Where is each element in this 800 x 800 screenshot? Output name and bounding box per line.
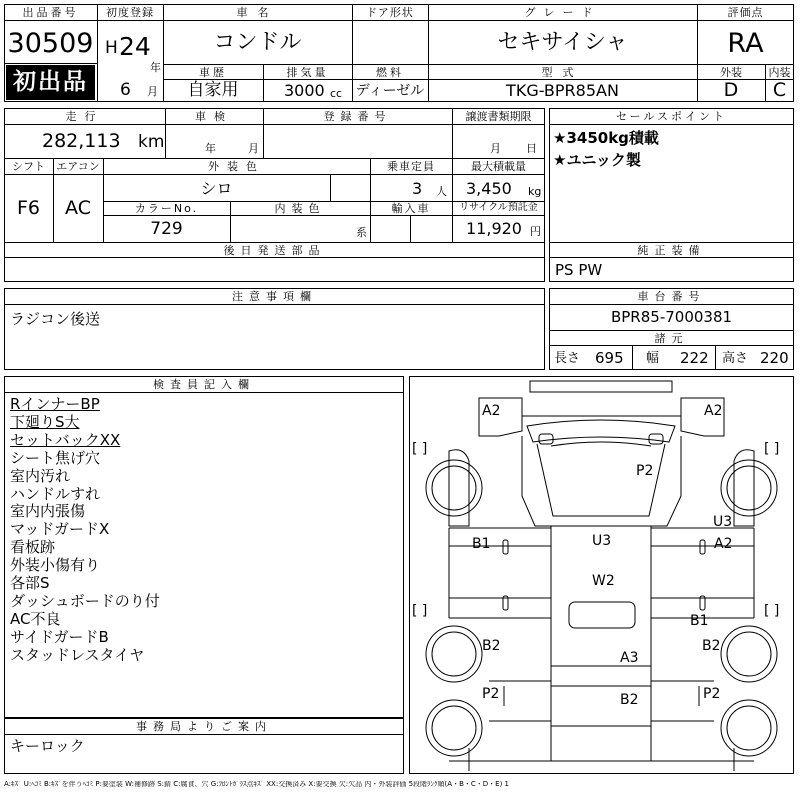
recycle-fee-value: 11,920 — [466, 219, 522, 238]
inspection-year-unit: 年 — [205, 142, 216, 155]
exterior-grade-value: D — [723, 79, 739, 101]
sales-point-1: ★3450kg積載 — [553, 129, 659, 147]
displacement-unit: cc — [330, 87, 343, 100]
mileage-unit: km — [138, 132, 165, 152]
displacement-value: 3000 — [284, 81, 325, 100]
capacity-value: 3 — [412, 179, 423, 198]
capacity-unit: 人 — [436, 185, 447, 198]
damage-front-right: A2 — [704, 403, 723, 419]
import-label: 輸入車 — [391, 202, 431, 215]
sales-points-label: セールスポイント — [615, 110, 727, 123]
damage-right-u3: U3 — [713, 514, 733, 530]
inspector-note-line: ハンドルすれ — [10, 484, 101, 503]
transfer-deadline-label: 譲渡書類期限 — [465, 110, 532, 123]
recycle-fee-unit: 円 — [530, 225, 541, 238]
chassis-label: 車台番号 — [637, 290, 706, 303]
damage-bed: A3 — [620, 650, 639, 666]
damage-bracket-right-2: [ ] — [764, 603, 780, 619]
damage-right-b1: B1 — [690, 613, 709, 629]
score-value: RA — [727, 28, 764, 59]
damage-center-w: W2 — [592, 573, 615, 589]
exterior-color-label: 外装色 — [208, 160, 265, 173]
legend-text: A:ｷｽﾞ U:ﾍｺﾐ B:ｷｽﾞを伴うﾍｺﾐ P:要塗装 W:補修跡 S:錆 C:腐食、穴 G:ﾌﾛﾝﾄｶﾞﾗｽ点ｷｽﾞ XX:交換済み X:要交換 欠:欠品 内・外装評価 5段階ﾗﾝｸ順(A・B・C・D・E) 1 — [4, 781, 509, 788]
inspector-notes-list — [10, 396, 400, 665]
inspector-note-line: セットバックXX — [10, 430, 121, 449]
damage-rear-right-p: P2 — [703, 686, 721, 702]
inspector-note-line: 外装小傷有り — [10, 556, 101, 575]
reg-month: 6 — [120, 80, 131, 100]
inspector-note-line: 看板跡 — [10, 538, 56, 557]
shift-value: F6 — [16, 197, 41, 219]
car-name: コンドル — [213, 30, 302, 55]
inspector-note-line: RインナーBP — [10, 395, 100, 413]
damage-bracket-left-2: [ ] — [412, 603, 428, 619]
notes-value: ラジコン後送 — [10, 310, 101, 328]
max-load-label: 最大積載量 — [471, 160, 526, 173]
damage-front-left: A2 — [482, 403, 501, 419]
damage-roof: U3 — [592, 533, 612, 549]
grade-label: グレード — [524, 6, 601, 19]
reg-month-unit: 月 — [147, 85, 158, 98]
inspection-month-unit: 月 — [248, 142, 259, 155]
notes-label: 注意事項欄 — [232, 290, 317, 303]
inspector-note-line: サイドガードB — [10, 627, 109, 646]
door-label: ドア形状 — [366, 6, 414, 19]
capacity-label: 乗車定員 — [387, 160, 435, 173]
inspector-note-line: 室内汚れ — [10, 466, 71, 485]
inspector-note-line: シート焦げ穴 — [10, 448, 101, 467]
ac-label: エアコン — [56, 160, 100, 173]
damage-rear-left-b: B2 — [482, 638, 501, 654]
fuel-value: ディーゼル — [355, 83, 425, 99]
inspector-note-line: マッドガードX — [10, 520, 110, 539]
damage-left-side: B1 — [472, 536, 491, 552]
lot-number-label: 出品番号 — [22, 6, 79, 19]
model-code-value: TKG-BPR85AN — [506, 81, 619, 100]
mileage-label: 走行 — [65, 110, 104, 123]
model-code-label: 型式 — [541, 66, 584, 79]
car-name-label: 車名 — [236, 6, 279, 19]
width-value: 222 — [680, 349, 709, 367]
damage-cab: P2 — [636, 463, 654, 479]
interior-color-label: 内装色 — [274, 202, 326, 215]
reg-number-label: 登録番号 — [323, 110, 392, 123]
later-parts-label: 後日発送部品 — [223, 244, 326, 257]
history-label: 車歴 — [199, 66, 227, 79]
grade-value: セキサイシャ — [497, 30, 628, 55]
damage-rear-left-p: P2 — [482, 686, 500, 702]
interior-grade-value: C — [772, 79, 787, 101]
inspector-label: 検査員記入欄 — [153, 378, 255, 391]
chassis-value: BPR85-7000381 — [610, 308, 733, 326]
inspector-note-line: 各部S — [10, 574, 50, 593]
office-value: キーロック — [10, 737, 85, 755]
height-label: 高さ — [722, 351, 749, 366]
length-value: 695 — [595, 349, 624, 367]
score-label: 評価点 — [727, 6, 764, 19]
interior-grade-label: 内装 — [768, 66, 791, 79]
first-reg-label: 初度登録 — [106, 6, 154, 19]
reg-year-unit: 年 — [150, 61, 161, 74]
fuel-label: 燃料 — [376, 66, 404, 79]
transfer-day-unit: 日 — [526, 142, 537, 155]
height-value: 220 — [760, 349, 789, 367]
era: H — [105, 38, 118, 58]
office-label: 事務局よりご案内 — [136, 720, 272, 733]
inspection-label: 車検 — [195, 110, 233, 123]
inspector-note-line: 下廻りS大 — [10, 412, 80, 431]
ac-value: AC — [65, 197, 91, 219]
transfer-month-unit: 月 — [490, 142, 501, 155]
displacement-label: 排気量 — [286, 66, 329, 79]
equipment-value: PS PW — [555, 261, 603, 279]
inspector-note-line: スタッドレスタイヤ — [10, 645, 145, 664]
interior-color-suffix: 系 — [356, 226, 367, 239]
max-load-unit: kg — [528, 185, 542, 198]
inspector-note-line: AC不良 — [10, 609, 61, 628]
dims-label: 諸元 — [654, 332, 689, 345]
lot-number: 30509 — [7, 28, 94, 59]
damage-bracket-left-1: [ ] — [412, 441, 428, 457]
exterior-grade-label: 外装 — [720, 66, 742, 79]
damage-bracket-right-1: [ ] — [764, 441, 780, 457]
width-label: 幅 — [646, 351, 660, 366]
mileage-value: 282,113 — [42, 130, 121, 152]
reg-year: 24 — [119, 32, 151, 61]
damage-rear-right-b: B2 — [702, 638, 721, 654]
damage-right-a2: A2 — [714, 536, 733, 552]
exterior-color-value: シロ — [200, 179, 233, 198]
color-no-label: カラーNo. — [134, 202, 199, 215]
damage-tail: B2 — [620, 692, 639, 708]
first-listing-badge: 初出品 — [6, 65, 95, 100]
shift-label: シフト — [12, 160, 45, 173]
color-no-value: 729 — [150, 219, 183, 239]
max-load-value: 3,450 — [466, 179, 512, 198]
sales-point-2: ★ユニック製 — [553, 151, 641, 169]
history-value: 自家用 — [187, 80, 239, 100]
recycle-label: リサイクル預託金 — [459, 202, 538, 213]
inspector-note-line: ダッシュボードのり付 — [10, 591, 160, 610]
length-label: 長さ — [554, 351, 581, 366]
equipment-label: 純正装備 — [637, 244, 706, 257]
inspector-note-line: 室内内張傷 — [10, 502, 86, 521]
